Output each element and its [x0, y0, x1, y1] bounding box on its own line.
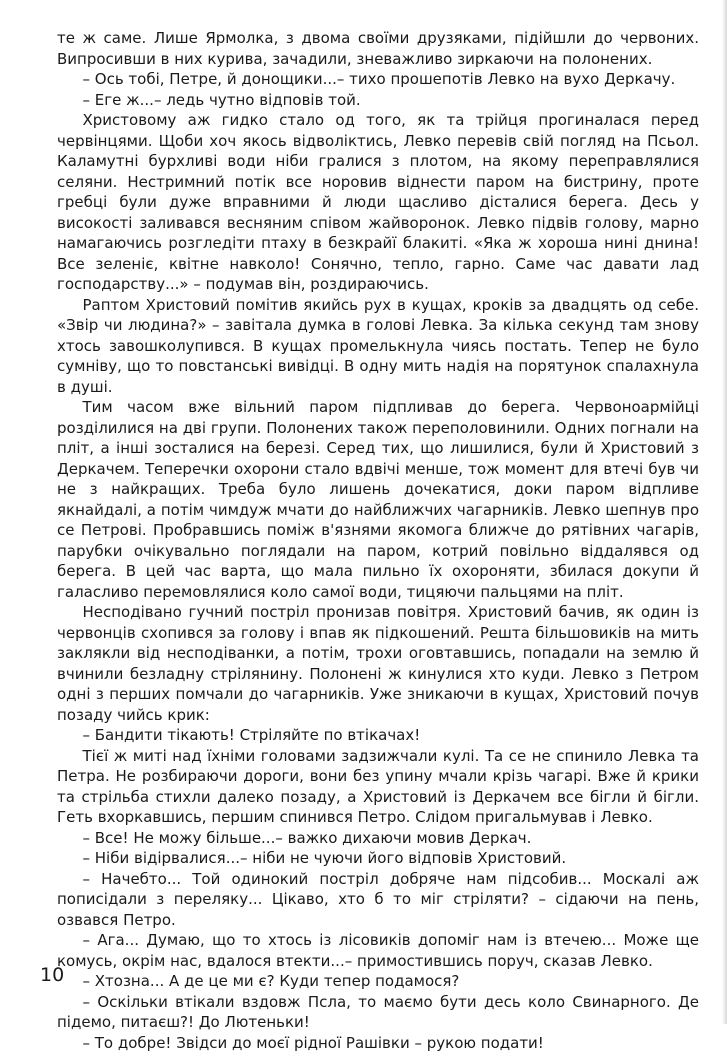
paragraph: Раптом Христовий помітив якийсь рух в кущах, кроків за двадцять од себе. «Звір чи людина?» – завітала думка в голові Левка. За кілька секунд там знову хтось завошколупився. В кущах промелькнула чиясь постать. Тепер не було сумніву, що то повстанські вивідці. В одну мить надія на порятунок спалахнула в душі. [57, 295, 699, 398]
paragraph: Тим часом вже вільний паром підпливав до берега. Червоноармійці розділилися на дві групи. Полонених також переполовинили. Одних погнали на пліт, а інші зосталися на березі. Серед тих, що лишилися, були й Христовий з Деркачем. Теперечки охорони стало вдвічі менше, тож момент для втечі був чи не з найкращих. Треба було лишень дочекатися, доки паром відпливе якнайдалі, а потім чимдуж мчати до найближчих чагарників. Левко шепнув про се Петрові. Пробравшись поміж в'язнями якомога ближче до рятівних чагарів, парубки очікувально поглядали на паром, котрий повільно віддалявся од берега. В цей час варта, що мала пильно їх охороняти, збилася докупи й галасливо перемовлялися коло самої води, тицяючи пальцями на пліт. [57, 397, 699, 602]
dialogue-line: – Начебто... Той одинокий постріл добряче нам підсобив... Москалі аж пописідали з переляку... Цікаво, хто б то міг стріляти? – сідаючи на пень, озвався Петро. [57, 869, 699, 931]
paragraph: те ж саме. Лише Ярмолка, з двома своїми друзяками, підійшли до червоних. Випросивши в них курива, зачадили, зневажливо зиркаючи на полонених. [57, 28, 699, 69]
dialogue-line: – Ніби відірвалися...– ніби не чуючи його відповів Христовий. [57, 848, 699, 869]
dialogue-line: – Хтозна... А де це ми є? Куди тепер подамося? [57, 971, 699, 992]
paragraph: Христовому аж гидко стало од того, як та трійця прогиналася перед червінцями. Щоби хоч якось відволіктись, Левко перевів свій погляд на Псьол. Каламутні бурхливі води ніби гралися з плотом, на якому переправлялися селяни. Нестримний потік все норовив віднести паром на бистрину, проте гребці були дуже вправними й люди щасливо дісталися берега. Десь у високості заливався весняним співом жайворонок. Левко підвів голову, марно намагаючись розгледіти птаху в безкрайї блакиті. «Яка ж хороша нині днина! Все зеленіє, квітне навколо! Сонячно, тепло, гарно. Саме час давати лад господарству...» – подумав він, роздираючись. [57, 110, 699, 295]
dialogue-line: – Ось тобі, Петре, й донощики...– тихо прошепотів Левко на вухо Деркачу. [57, 69, 699, 90]
page-number: 10 [40, 964, 64, 986]
dialogue-line: – Ага... Думаю, що то хтось із лісовиків допоміг нам із втечею... Може ще комусь, окрім нас, вдалося втекти...– примостившись поруч, сказав Левко. [57, 930, 699, 971]
dialogue-line: – Бандити тікають! Стріляйте по втікачах! [57, 725, 699, 746]
dialogue-line: – То добре! Звідси до моєї рідної Рашівки – рукою подати! [57, 1033, 699, 1053]
paragraph: Тієї ж миті над їхніми головами задзижчали кулі. Та се не спинило Левка та Петра. Не розбираючи дороги, вони без упину мчали крізь чагарі. Вже й крики та стрільба стихли далеко позаду, а Христовий із Деркачем все бігли й бігли. Геть вхоркавшись, першим спинився Петро. Слідом пригальмував і Левко. [57, 746, 699, 828]
page-text [57, 28, 699, 1053]
dialogue-line: – Все! Не можу більше...– важко дихаючи мовив Деркач. [57, 828, 699, 849]
page-edge-shadow [722, 0, 727, 1024]
dialogue-line: – Оскільки втікали вздовж Псла, то маємо бути десь коло Свинарного. Де підемо, питаєш?! До Лютеньки! [57, 992, 699, 1033]
paragraph: Несподівано гучний постріл пронизав повітря. Христовий бачив, як один із червонців схопився за голову і впав як підкошений. Решта більшовиків на мить заклякли від несподіванки, а потім, трохи оговтавшись, попадали на землю й вчинили безладну стрілянину. Полонені ж кинулися хто куди. Левко з Петром одні з перших помчали до чагарників. Уже зникаючи в кущах, Христовий почув позаду чийсь крик: [57, 602, 699, 725]
dialogue-line: – Еге ж...– ледь чутно відповів той. [57, 90, 699, 111]
